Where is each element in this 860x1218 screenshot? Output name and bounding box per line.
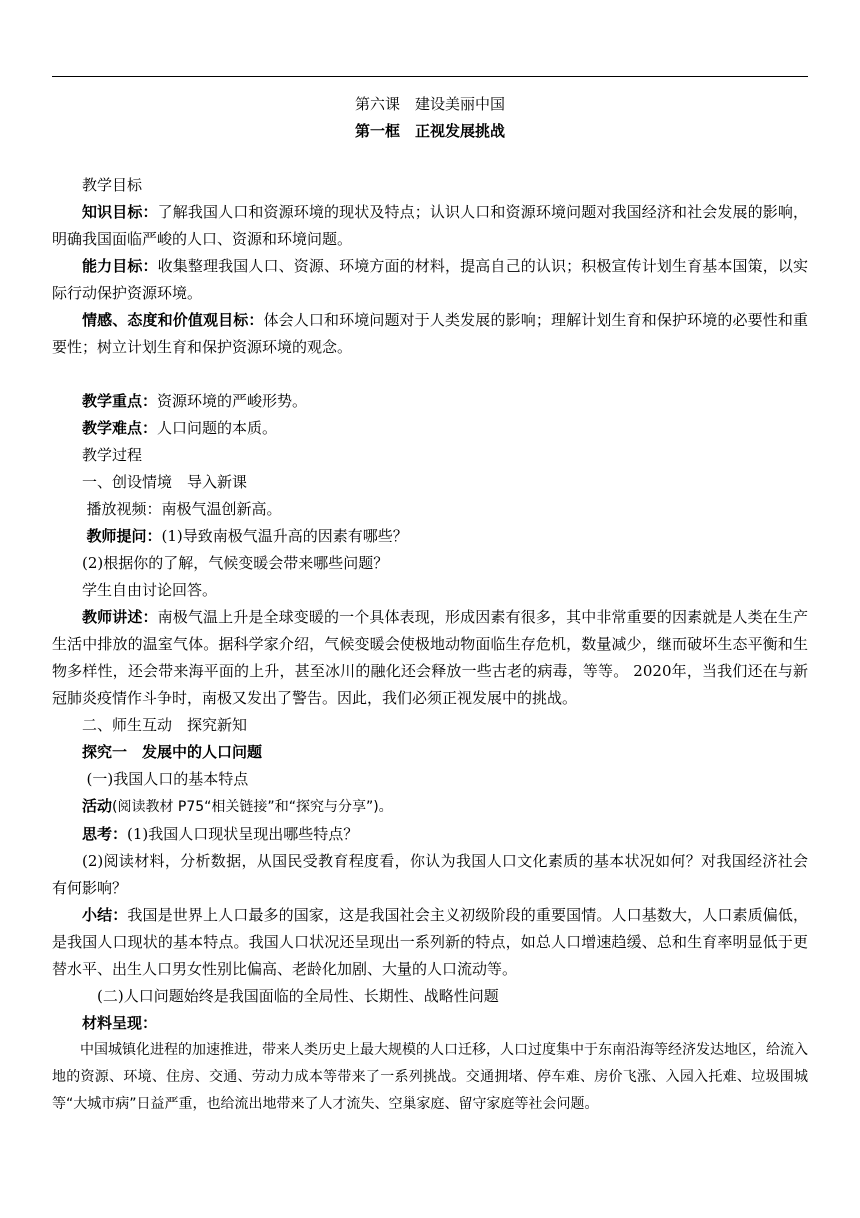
teaching-key-point: 教学重点：资源环境的严峻形势。	[82, 392, 308, 410]
explore1-title: 探究一 发展中的人口问题	[82, 743, 263, 761]
document-body	[52, 91, 808, 1118]
material-label: 材料呈现：	[82, 1014, 158, 1032]
knowledge-objective: 知识目标：了解我国人口和资源环境的现状及特点；认识人口和资源环境问题对我国经济和社会发展的影响，明确我国面临严峻的人口、资源和环境问题。	[52, 203, 808, 248]
part2-title: 二、师生互动 探究新知	[82, 716, 248, 734]
teaching-difficulty: 教学难点：人口问题的本质。	[82, 419, 278, 437]
teacher-question-2: (2)根据你的了解，气候变暖会带来哪些问题？	[82, 554, 389, 572]
sub2-title: (二)人口问题始终是我国面临的全局性、长期性、战略性问题	[97, 987, 499, 1005]
header-rule	[52, 76, 808, 77]
process-heading: 教学过程	[82, 446, 143, 464]
emotion-objective: 情感、态度和价值观目标：体会人口和环境问题对于人类发展的影响；理解计划生育和保护环境的必要性和重要性；树立计划生育和保护资源环境的观念。	[52, 311, 808, 356]
objectives-heading: 教学目标	[82, 176, 143, 194]
part1-title: 一、创设情境 导入新课	[82, 473, 248, 491]
sub1-title: (一)我国人口的基本特点	[86, 770, 249, 788]
lesson-title: 第六课 建设美丽中国	[354, 95, 505, 113]
section-title: 第一框 正视发展挑战	[354, 122, 505, 140]
think-question-2: (2)阅读材料，分析数据，从国民受教育程度看，你认为我国人口文化素质的基本状况如何？对我国经济社会有何影响？	[52, 852, 808, 897]
summary-paragraph: 小结：我国是世界上人口最多的国家，这是我国社会主义初级阶段的重要国情。人口基数大，人口素质偏低，是我国人口现状的基本特点。我国人口状况还呈现出一系列新的特点，如总人口增速趋缓、总和生育率明显低于更替水平、出生人口男女性别比偏高、老龄化加剧、大量的人口流动等。	[52, 906, 808, 978]
activity-line: 活动(阅读教材 P75“相关链接”和“探究与分享”)。	[82, 797, 393, 815]
students-discuss: 学生自由讨论回答。	[82, 581, 218, 599]
teacher-narration: 教师讲述：南极气温上升是全球变暖的一个具体表现，形成因素有很多，其中非常重要的因素就是人类在生产生活中排放的温室气体。据科学家介绍，气候变暖会使极地动物面临生存危机，数量减少，继而破坏生态平衡和生物多样性，还会带来海平面的上升，甚至冰川的融化还会释放一些古老的病毒，等等。 2020年，当我们还在与新冠肺炎疫情作斗争时，南极又发出了警告。因此，我们必须正视发展中的挑战。	[52, 608, 808, 707]
video-line: 播放视频：南极气温创新高。	[86, 500, 282, 518]
material-paragraph: 中国城镇化进程的加速推进，带来人类历史上最大规模的人口迁移，人口过度集中于东南沿海等经济发达地区，给流入地的资源、环境、住房、交通、劳动力成本等带来了一系列挑战。交通拥堵、停车难、房价飞涨、入园入托难、垃圾围城等“大城市病”日益严重，也给流出地带来了人才流失、空巢家庭、留守家庭等社会问题。	[52, 1042, 808, 1112]
teacher-question: 教师提问：(1)导致南极气温升高的因素有哪些？	[86, 527, 408, 545]
ability-objective: 能力目标：收集整理我国人口、资源、环境方面的材料，提高自己的认识；积极宣传计划生育基本国策，以实际行动保护资源环境。	[52, 257, 808, 302]
think-question: 思考：(1)我国人口现状呈现出哪些特点？	[82, 825, 359, 843]
